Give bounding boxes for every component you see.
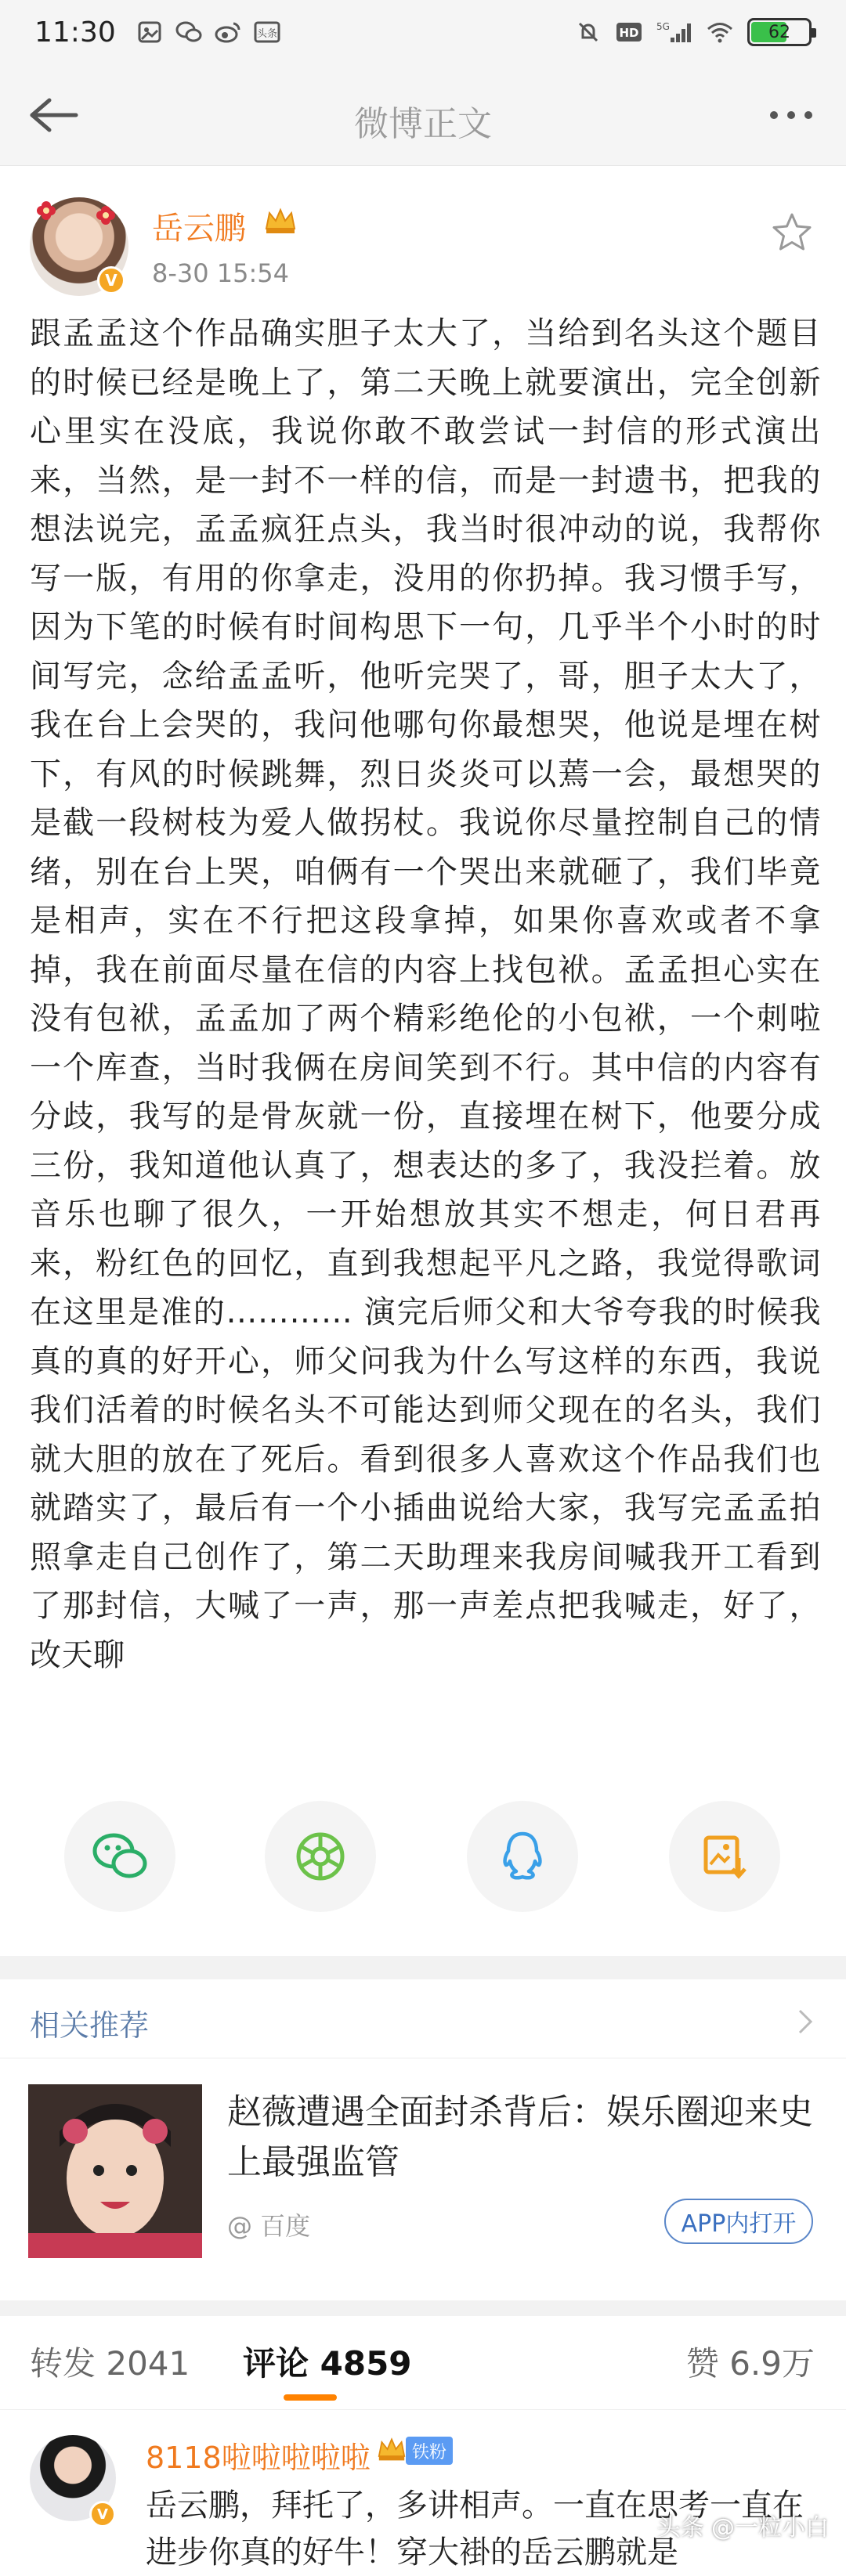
tab-repost[interactable]: 转发 2041 — [30, 2344, 190, 2383]
post-body-text: 跟孟孟这个作品确实胆子太大了，当给到名头这个题目的时候已经是晚上了，第二天晚上就要演出，完全创新心里实在没底，我说你敢不敢尝试一封信的形式演出来，当然，是一封不一样的信，而是一封遗书，把我的想法说完，孟孟疯狂点头，我当时很冲动的说，我帮你写一版，有用的你拿走，没用的你扔掉。我习惯手写，因为下笔的时候有时间构思下一句，几乎半个小时的时间写完，念给孟孟听，他听完哭了，哥，胆子太大了，我在台上会哭的，我问他哪句你最想哭，他说是埋在树下，有风的时候跳舞，烈日炎炎可以蔫一会，最想哭的是截一段树枝为爱人做拐杖。我说你尽量控制自己的情绪，别在台上哭，咱俩有一个哭出来就砸了，我们毕竟是相声，实在不行把这段拿掉，如果你喜欢或者不拿掉，我在前面尽量在信的内容上找包袱。孟孟担心实在没有包袱，孟孟加了两个精彩绝伦的小包袱，一个刺啦一个库查，当时我俩在房间笑到不行。其中信的内容有分歧，我写的是骨灰就一份，直接埋在树下，他要分成三份，我知道他认真了，想表达的多了，我没拦着。放音乐也聊了很久，一开始想放其实不想走，何日君再来，粉红色的回忆，直到我想起平凡之路，我觉得歌词在这里是准的………… 演完后师父和大爷夸我的时候我真的真的好开心，师父问我为什么写这样的东西，我说我们活着的时候名头不可能达到师父现在的名头，我们就大胆的放在了死后。看到很多人喜欢这个作品我们也就踏实了，最后有一个小插曲说给大家，我写完孟孟拍照拿走自己创作了，第二天助理来我房间喊我开工看到了那封信，大喊了一声，那一声差点把我喊走，好了，改天聊 — [30, 316, 821, 1673]
flower-decoration-icon — [36, 200, 56, 221]
nav-bar — [0, 64, 846, 166]
commenter-name[interactable]: 8118啦啦啦啦啦 — [146, 2441, 371, 2475]
moments-share-icon[interactable] — [265, 1801, 376, 1912]
interaction-tabs — [0, 2316, 846, 2410]
wifi-icon — [707, 20, 733, 44]
open-in-app-button[interactable]: APP内打开 — [664, 2199, 813, 2244]
qq-share-icon[interactable] — [467, 1801, 578, 1912]
status-right-icons — [575, 18, 812, 46]
hd-icon — [616, 20, 642, 44]
status-time: 11:30 — [34, 16, 116, 49]
share-row — [0, 1801, 846, 1918]
section-divider — [0, 1956, 846, 1979]
related-thumbnail[interactable] — [28, 2084, 202, 2258]
network-label: 5G — [656, 21, 670, 32]
post-header — [0, 166, 846, 299]
favorite-star-icon[interactable] — [769, 210, 815, 255]
hd-label: HD — [619, 26, 639, 40]
vip-crown-icon — [376, 2435, 407, 2463]
related-title[interactable]: 赵薇遭遇全面封杀背后：娱乐圈迎来史上最强监管 — [227, 2092, 813, 2182]
active-tab-indicator — [284, 2394, 337, 2401]
author-name[interactable]: 岳云鹏 — [152, 211, 246, 247]
section-divider — [0, 2300, 846, 2316]
page-title: 微博正文 — [354, 104, 492, 144]
flower-decoration-icon — [96, 205, 116, 225]
gallery-icon — [136, 20, 163, 44]
signal-icon — [656, 20, 692, 44]
toutiao-icon — [254, 20, 280, 44]
chevron-right-icon[interactable] — [796, 2006, 815, 2037]
related-recommendations — [0, 1979, 846, 2308]
vip-crown-icon — [263, 205, 298, 236]
comment-item — [0, 2410, 846, 2571]
more-dot — [770, 111, 778, 119]
mute-icon — [575, 20, 602, 44]
save-image-icon[interactable] — [669, 1801, 780, 1912]
battery-cap — [812, 28, 816, 38]
svg-text:头条: 头条 — [256, 28, 277, 40]
related-source: @ 百度 — [227, 2211, 311, 2241]
verified-badge-icon: V — [97, 266, 125, 294]
wechat-icon — [175, 20, 202, 44]
more-dot — [804, 111, 812, 119]
related-heading[interactable]: 相关推荐 — [30, 2008, 150, 2043]
wechat-share-icon[interactable] — [64, 1801, 175, 1912]
tab-like[interactable]: 赞 6.9万 — [685, 2344, 815, 2383]
verified-badge-icon: V — [89, 2501, 116, 2527]
battery-icon — [747, 18, 812, 46]
more-dot — [787, 111, 795, 119]
fan-badge: 铁粉 — [406, 2437, 453, 2465]
post-time: 8-30 15:54 — [152, 258, 290, 288]
watermark: 头条 @一粒小白 — [656, 2514, 829, 2542]
status-bar — [0, 0, 846, 64]
more-dots-icon[interactable] — [760, 96, 822, 135]
tab-comment[interactable]: 评论 4859 — [243, 2344, 412, 2383]
status-left-icons — [136, 20, 280, 44]
weibo-icon — [215, 20, 241, 44]
battery-percent: 62 — [768, 22, 790, 42]
comment-text: 岳云鹏，拜托了，多讲相声。一直在思考一直在进步你真的好牛！穿大褂的岳云鹏就是 — [146, 2488, 804, 2571]
